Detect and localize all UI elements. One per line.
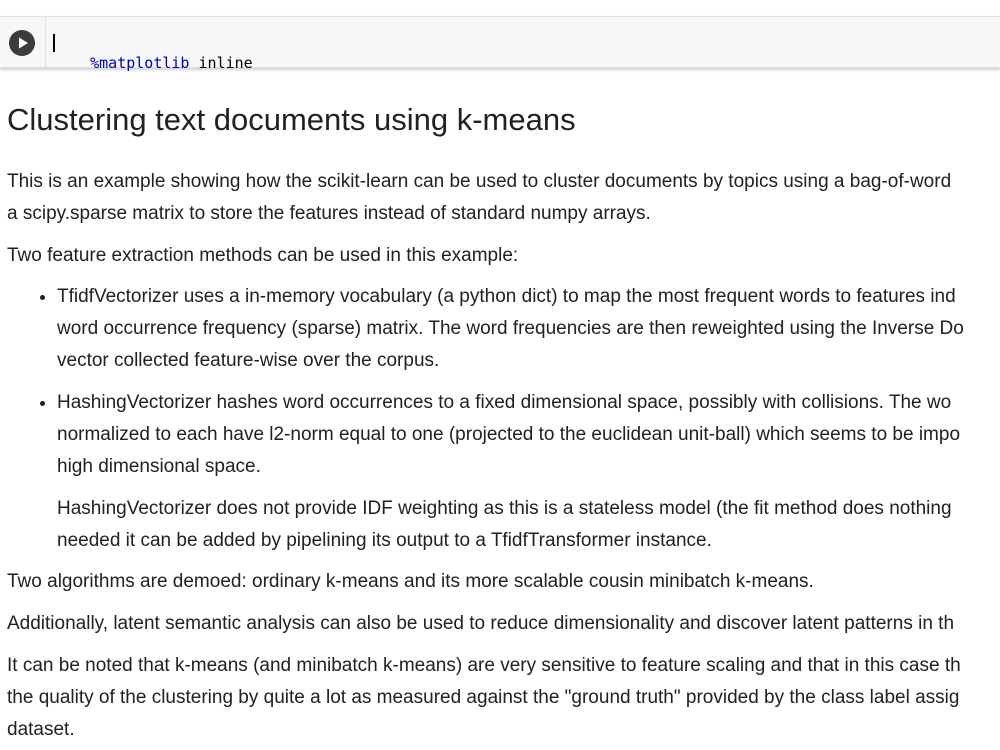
scaling-line: It can be noted that k-means (and minibatch k-means) are very sensitive to feature scaling and that in this case th <box>7 655 961 676</box>
intro-line: This is an example showing how the scikit-learn can be used to cluster documents by topics using a bag-of-word <box>7 171 952 192</box>
list-item-tfidf <box>57 281 964 377</box>
list-item-hashing <box>57 387 964 557</box>
text-cursor <box>53 34 55 52</box>
list-item-line: HashingVectorizer hashes word occurrences to a fixed dimensional space, possibly with collisions. The wo <box>57 392 952 413</box>
list-item-line: vector collected feature-wise over the corpus. <box>57 350 440 371</box>
note-line: HashingVectorizer does not provide IDF weighting as this is a stateless model (the fit method does nothing <box>57 498 952 519</box>
page-title: Clustering text documents using k-means <box>7 102 576 137</box>
markdown-cell[interactable] <box>7 100 1000 740</box>
algorithms-paragraph: Two algorithms are demoed: ordinary k-means and its more scalable cousin minibatch k-means. <box>7 571 814 592</box>
list-item-line: word occurrence frequency (sparse) matrix. The word frequencies are then reweighted using the Inverse Do <box>57 318 964 339</box>
scaling-paragraph <box>7 650 961 746</box>
play-icon <box>9 30 35 56</box>
code-editor-line[interactable] <box>54 33 253 93</box>
methods-intro: Two feature extraction methods can be used in this example: <box>7 245 519 266</box>
notebook-top-strip <box>0 0 1000 16</box>
list-item-line: normalized to each have l2-norm equal to one (projected to the euclidean unit-ball) which seems to be impo <box>57 424 961 445</box>
lsa-paragraph: Additionally, latent semantic analysis can also be used to reduce dimensionality and discover latent patterns in th <box>7 613 955 634</box>
hashing-note <box>57 493 964 557</box>
code-cell[interactable] <box>0 16 1000 72</box>
intro-line: a scipy.sparse matrix to store the features instead of standard numpy arrays. <box>7 203 651 224</box>
magic-command: %matplotlib <box>90 54 190 72</box>
magic-argument: inline <box>189 54 253 72</box>
list-item-line: TfidfVectorizer uses a in-memory vocabulary (a python dict) to map the most frequent words to features ind <box>57 286 956 307</box>
intro-paragraph <box>7 166 951 230</box>
cell-gutter <box>0 17 46 67</box>
list-item-line: high dimensional space. <box>57 456 261 477</box>
scaling-line: the quality of the clustering by quite a lot as measured against the "ground truth" provided by the class label assig <box>7 687 960 708</box>
scaling-line: dataset. <box>7 719 75 740</box>
methods-list <box>7 281 964 557</box>
run-cell-button[interactable] <box>9 30 35 56</box>
note-line: needed it can be added by pipelining its output to a TfidfTransformer instance. <box>57 530 712 551</box>
